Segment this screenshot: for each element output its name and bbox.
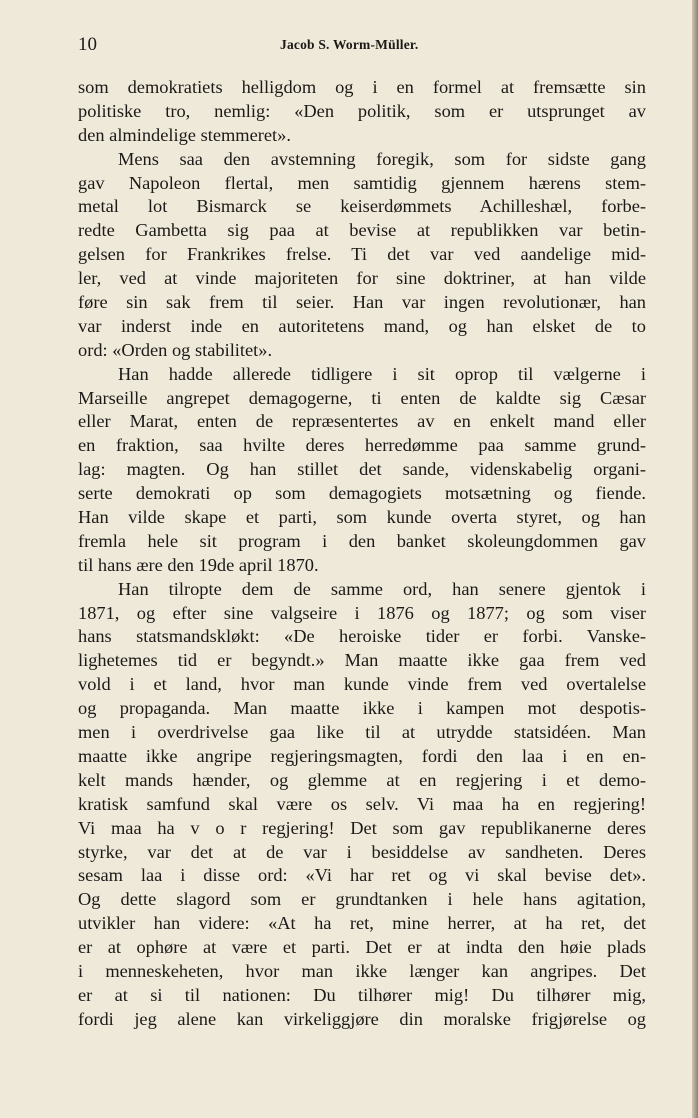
text-line: Han tilropte dem de samme ord, han senere gjentok i	[118, 578, 646, 599]
text-line: maatte ikke angripe regjeringsmagten, fordi den laa i en en-	[78, 745, 646, 766]
text-line: gav Napoleon flertal, men samtidig gjennem hærens stem-	[78, 172, 646, 193]
running-head: Jacob S. Worm-Müller.	[280, 37, 419, 52]
text-line: Vi maa ha v o r regjering! Det som gav republikanerne deres	[78, 817, 646, 838]
text-line: styrke, var det at de var i besiddelse av sandheten. Deres	[78, 841, 646, 862]
text-line: Han vilde skape et parti, som kunde overta styret, og han	[78, 507, 646, 528]
text-line: er at ophøre at være et parti. Det er at indta den høie plads	[78, 937, 646, 958]
text-line: kratisk samfund skal være os selv. Vi maa ha en regjering!	[78, 793, 646, 814]
text-line: ord: «Orden og stabilitet».	[78, 339, 273, 360]
text-line: eller Marat, enten de repræsentertes av en enkelt mand eller	[78, 411, 646, 432]
text-line: Han hadde allerede tidligere i sit oprop til vælgerne i	[118, 363, 646, 384]
text-line: serte demokrati op som demagogiets motsætning og fiende.	[78, 483, 646, 504]
text-line: til hans ære den 19de april 1870.	[78, 554, 319, 575]
text-line: fremla hele sit program i den banket skoleungdommen gav	[78, 530, 646, 551]
text-line: er at si til nationen: Du tilhører mig! Du tilhører mig,	[78, 984, 646, 1005]
text-line: vold i et land, hvor man kunde vinde frem ved overtalelse	[78, 674, 646, 695]
text-line: den almindelige stemmeret».	[78, 124, 291, 145]
text-line: fordi jeg alene kan virkeliggjøre din moralske frigjørelse og	[78, 1008, 646, 1029]
text-line: gelsen for Frankrikes frelse. Ti det var ved aandelige mid-	[78, 244, 646, 265]
text-line: utvikler han videre: «At ha ret, mine herrer, at ha ret, det	[78, 913, 646, 934]
text-line: Marseille angrepet demagogerne, ti enten de kaldte sig Cæsar	[78, 387, 646, 408]
text-line: hans statsmandskløkt: «De heroiske tider er forbi. Vanske-	[78, 626, 646, 647]
text-line: redte Gambetta sig paa at bevise at republikken var betin-	[78, 220, 646, 241]
text-line: var inderst inde en autoritetens mand, og han elsket de to	[78, 315, 646, 336]
text-line: sesam laa i disse ord: «Vi har ret og vi skal bevise det».	[78, 865, 646, 886]
text-line: politiske tro, nemlig: «Den politik, som er utsprunget av	[78, 100, 646, 121]
page-header	[78, 34, 648, 58]
text-line: føre sin sak frem til seier. Han var ingen revolutionær, han	[78, 292, 646, 313]
text-line: Og dette slagord som er grundtanken i hele hans agitation,	[78, 889, 646, 910]
text-line: lighetemes tid er begyndt.» Man maatte ikke gaa frem ved	[78, 650, 646, 671]
text-line: og propaganda. Man maatte ikke i kampen mot despotis-	[78, 698, 646, 719]
text-line: metal lot Bismarck se keiserdømmets Achilleshæl, forbe-	[78, 196, 646, 217]
text-line: Mens saa den avstemning foregik, som for sidste gang	[118, 148, 646, 169]
text-line: lag: magten. Og han stillet det sande, videnskabelig organi-	[78, 459, 646, 480]
text-line: ler, ved at vinde majoriteten for sine doktriner, at han vilde	[78, 268, 646, 289]
page-edge	[692, 0, 698, 1118]
text-line: som demokratiets helligdom og i en formel at fremsætte sin	[78, 77, 646, 97]
text-line: 1871, og efter sine valgseire i 1876 og 1877; og som viser	[78, 602, 646, 623]
body-text	[78, 76, 646, 1032]
page-number: 10	[78, 34, 97, 55]
text-line: i menneskeheten, hvor man ikke længer kan angripes. Det	[78, 960, 646, 981]
text-line: kelt mands hænder, og glemme at en regjering i et demo-	[78, 769, 646, 790]
text-line: en fraktion, saa hvilte deres herredømme paa samme grund-	[78, 435, 646, 456]
text-line: men i overdrivelse gaa like til at utrydde statsidéen. Man	[78, 722, 646, 743]
